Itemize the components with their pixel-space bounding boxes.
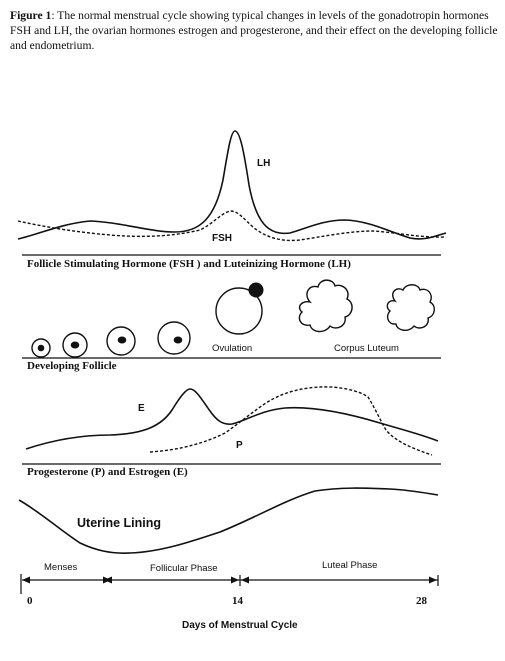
phase-luteal: Luteal Phase [322, 560, 378, 571]
ovulating-follicle [216, 283, 264, 335]
estrogen-label: E [138, 403, 145, 414]
cycle-timeline [21, 560, 438, 631]
uterine-panel [19, 488, 438, 553]
phase-follicular: Follicular Phase [150, 563, 218, 574]
gonadotropin-panel [18, 131, 446, 270]
phase-menses: Menses [44, 562, 78, 573]
follicle-stage-2 [63, 333, 87, 357]
corpus-luteum-late [387, 285, 434, 331]
figure-label: Figure 1 [10, 9, 52, 22]
released-egg [249, 283, 264, 298]
lh-label: LH [257, 158, 271, 169]
tick-label-14: 14 [232, 595, 243, 607]
progesterone-curve [150, 387, 432, 455]
tick-label-28: 28 [416, 595, 427, 607]
corpus-luteum-early [299, 280, 352, 331]
fsh-curve [18, 211, 446, 240]
follicle-stage-1 [32, 339, 50, 357]
follicle-stage-4 [158, 322, 190, 354]
gonadotropin-panel-title: Follicle Stimulating Hormone (FSH ) and Luteinizing Hormone (LH) [27, 258, 351, 270]
progesterone-label: P [236, 440, 243, 451]
lh-curve [18, 131, 446, 239]
uterine-lining-label: Uterine Lining [77, 516, 162, 530]
ovulation-label: Ovulation [212, 343, 253, 354]
ovarian-panel [22, 387, 441, 478]
fsh-label: FSH [212, 233, 232, 244]
follicle-panel [22, 280, 441, 372]
follicle-stage-3 [107, 327, 135, 355]
caption-text: : The normal menstrual cycle showing typical changes in levels of the gonadotropin hormones FSH and LH, the ovarian hormones estrogen and progesterone, and their effect on the developing follicle and endometrium. [10, 9, 498, 52]
follicle-panel-title: Developing Follicle [27, 360, 117, 372]
axis-title: Days of Menstrual Cycle [182, 620, 298, 631]
corpus-luteum-label: Corpus Luteum [334, 343, 399, 354]
ovarian-panel-title: Progesterone (P) and Estrogen (E) [27, 466, 188, 478]
tick-label-0: 0 [27, 595, 33, 607]
estrogen-curve [26, 389, 438, 449]
